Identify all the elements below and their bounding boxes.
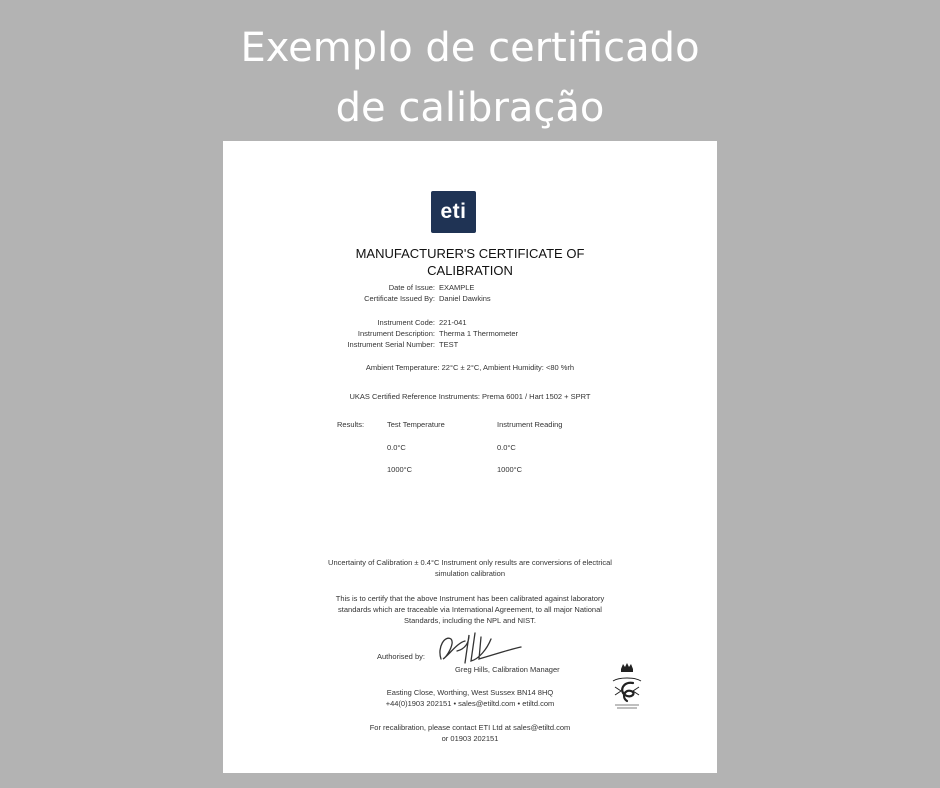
instrument-description-row: [223, 329, 717, 340]
field-label: Certificate Issued By:: [364, 294, 435, 303]
heading-line-2: de calibração: [335, 85, 605, 131]
certify-line-1: This is to certify that the above Instrument has been calibrated against laboratory: [335, 594, 605, 603]
title-line-2: CALIBRATION: [427, 263, 513, 278]
queens-award-seal-icon: [609, 661, 645, 711]
field-value: Therma 1 Thermometer: [439, 329, 519, 338]
result-reading-value: 0.0°C: [497, 443, 516, 452]
field-value: TEST: [439, 340, 459, 349]
field-label: Instrument Serial Number:: [347, 340, 435, 349]
instrument-reading-header: Instrument Reading: [497, 420, 563, 429]
uncertainty-statement: [273, 557, 667, 579]
page-heading: [0, 18, 940, 138]
certificate-document: [223, 141, 717, 773]
reference-instruments: UKAS Certified Reference Instruments: Prema 6001 / Hart 1502 + SPRT: [349, 392, 591, 401]
certify-line-2: standards which are traceable via International Agreement, to all major National: [338, 605, 602, 614]
test-temperature-header: Test Temperature: [387, 420, 445, 429]
certificate-title: [223, 245, 717, 279]
issued-by-row: [223, 294, 717, 305]
result-test-value: 1000°C: [387, 465, 413, 474]
uncertainty-line-1: Uncertainty of Calibration ± 0.4°C Instrument only results are conversions of electrical: [328, 558, 612, 567]
signature-image: [435, 629, 525, 669]
serial-number-row: [223, 340, 717, 351]
result-reading-value: 1000°C: [497, 465, 523, 474]
recalibration-line-1: For recalibration, please contact ETI Ltd at sales@etiltd.com: [369, 723, 571, 732]
results-label: Results:: [337, 420, 365, 429]
heading-line-1: Exemplo de certificado: [240, 25, 700, 71]
field-value: 221-041: [439, 318, 467, 327]
signatory-name: Greg Hills, Calibration Manager: [455, 665, 560, 674]
certification-statement: [293, 593, 647, 626]
title-line-1: MANUFACTURER'S CERTIFICATE OF: [355, 246, 585, 261]
date-of-issue-row: [223, 283, 717, 294]
field-label: Date of Issue:: [388, 283, 435, 292]
result-test-value: 0.0°C: [387, 443, 406, 452]
field-label: Instrument Description:: [357, 329, 435, 338]
field-label: Instrument Code:: [377, 318, 435, 327]
ambient-conditions: Ambient Temperature: 22°C ± 2°C, Ambient Humidity: <80 %rh: [365, 363, 575, 372]
certify-line-3: Standards, including the NPL and NIST.: [404, 616, 536, 625]
field-value: EXAMPLE: [439, 283, 475, 292]
recalibration-line-2: or 01903 202151: [441, 734, 499, 743]
instrument-code-row: [223, 318, 717, 329]
address-line-2: +44(0)1903 202151 • sales@etiltd.com • etiltd.com: [385, 699, 555, 708]
uncertainty-line-2: simulation calibration: [434, 569, 506, 578]
authorised-by-label: Authorised by:: [377, 652, 425, 661]
address-line-1: Easting Close, Worthing, West Sussex BN14 8HQ: [386, 688, 554, 697]
field-value: Daniel Dawkins: [439, 294, 491, 303]
eti-logo: eti: [431, 191, 476, 233]
